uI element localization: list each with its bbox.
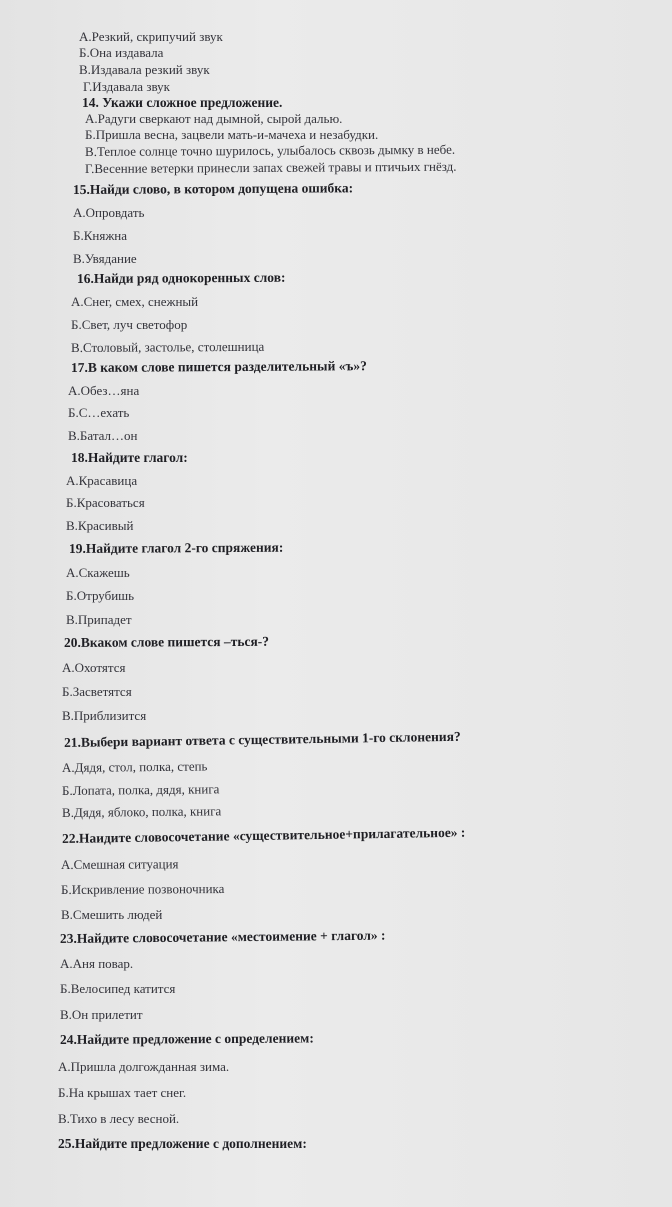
q19-option-a: А.Скажешь bbox=[66, 565, 130, 580]
question-24: 24.Найдите предложение с определением: bbox=[59, 1030, 314, 1047]
q22-option-a: А.Смешная ситуация bbox=[60, 856, 179, 872]
top-option-c: В.Издавала резкий звук bbox=[79, 62, 210, 77]
question-17: 17.В каком слове пишется разделительный «ъ»? bbox=[70, 358, 367, 375]
top-option-d: Г.Издавала звук bbox=[83, 79, 170, 94]
q14-option-b: Б.Пришла весна, зацвели мать-и-мачеха и незабудки. bbox=[85, 127, 379, 142]
q24-option-a: А.Пришла долгожданная зима. bbox=[58, 1059, 230, 1074]
q20-option-c: В.Приблизится bbox=[62, 708, 147, 723]
q15-option-b: Б.Княжна bbox=[73, 228, 128, 243]
top-option-b: Б.Она издавала bbox=[79, 45, 164, 60]
q22-option-c: В.Смешить людей bbox=[61, 907, 163, 922]
q22-option-b: Б.Искривление позвоночника bbox=[60, 881, 225, 897]
q20-option-b: Б.Засветятся bbox=[62, 684, 132, 699]
q23-option-b: Б.Велосипед катится bbox=[60, 981, 176, 996]
q15-option-a: А.Опровдать bbox=[73, 205, 145, 220]
q14-option-c: В.Теплое солнце точно шурилось, улыбалось сквозь дымку в небе. bbox=[84, 141, 456, 159]
q17-option-c: В.Батал…он bbox=[68, 428, 138, 443]
q18-option-a: А.Красавица bbox=[66, 473, 138, 488]
q16-option-b: Б.Свет, луч светофор bbox=[71, 317, 188, 332]
q24-option-c: В.Тихо в лесу весной. bbox=[58, 1111, 180, 1126]
q17-option-b: Б.С…ехать bbox=[68, 405, 130, 420]
q21-option-a: А.Дядя, стол, полка, степь bbox=[61, 758, 208, 775]
q21-option-c: В.Дядя, яблоко, полка, книга bbox=[61, 803, 222, 820]
question-23: 23.Найдите словосочетание «местоимение + глагол» : bbox=[59, 927, 386, 946]
question-22: 22.Наидите словосочетание «существительное+прилагательное» : bbox=[61, 824, 466, 846]
q19-option-c: В.Припадет bbox=[66, 612, 132, 627]
q15-option-c: В.Увядание bbox=[73, 251, 137, 266]
q21-option-b: Б.Лопата, полка, дядя, книга bbox=[61, 781, 220, 798]
question-16: 16.Найди ряд однокоренных слов: bbox=[76, 269, 286, 286]
top-option-a: А.Резкий, скрипучий звук bbox=[79, 29, 223, 44]
q14-option-d: Г.Весенние ветерки принесли запах свежей травы и птичьих гнёзд. bbox=[84, 158, 457, 176]
q24-option-b: Б.На крышах тает снег. bbox=[58, 1085, 187, 1100]
q23-option-c: В.Он прилетит bbox=[60, 1007, 143, 1022]
question-19: 19.Найдите глагол 2-го спряжения: bbox=[68, 539, 284, 556]
q17-option-a: А.Обез…яна bbox=[68, 383, 140, 398]
q23-option-a: А.Аня повар. bbox=[60, 956, 134, 971]
q19-option-b: Б.Отрубишь bbox=[66, 588, 135, 603]
q18-option-c: В.Красивый bbox=[66, 518, 134, 533]
q16-option-a: А.Снег, смех, снежный bbox=[71, 294, 199, 309]
question-25: 25.Найдите предложение с дополнением: bbox=[58, 1136, 307, 1151]
question-20: 20.Вкаком слове пишется –ться-? bbox=[63, 633, 270, 650]
q14-option-a: А.Радуги сверкают над дымной, сырой далью. bbox=[85, 111, 343, 126]
q18-option-b: Б.Красоваться bbox=[66, 495, 145, 510]
q20-option-a: А.Охотятся bbox=[62, 660, 126, 675]
question-21: 21.Выбери вариант ответа с существительными 1-го склонения? bbox=[63, 728, 461, 750]
question-14: 14. Укажи сложное предложение. bbox=[82, 95, 283, 110]
question-18: 18.Найдите глагол: bbox=[71, 450, 188, 465]
q16-option-c: В.Столовый, застолье, столешница bbox=[70, 338, 265, 355]
question-15: 15.Найди слово, в котором допущена ошибка: bbox=[72, 180, 354, 197]
